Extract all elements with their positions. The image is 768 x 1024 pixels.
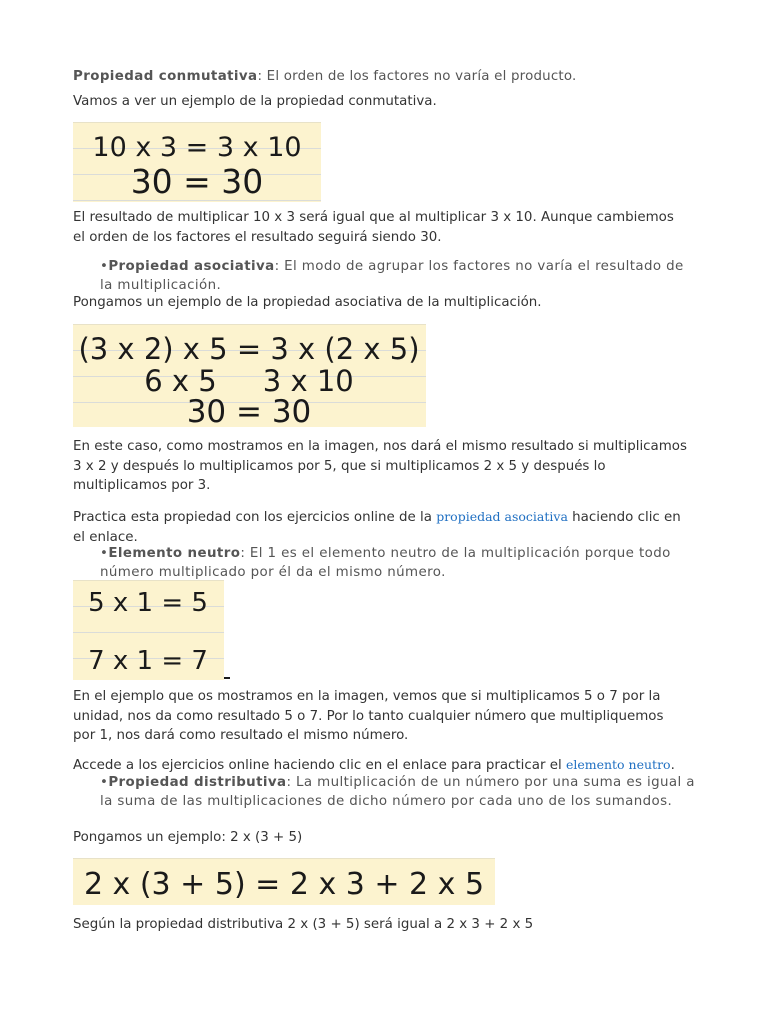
associative-example-svg: [73, 325, 426, 427]
neutral-bullet-item: [100, 545, 700, 582]
associative-term: Propiedad asociativa: [108, 259, 275, 274]
neutral-image-line-2: 7 x 1 = 7: [88, 646, 208, 676]
distributive-definition: : La multiplicación de un número por una suma es igual a la suma de las multiplicaciones de dicho número por cada uno de los sumandos.: [100, 775, 695, 809]
associative-example-image: [73, 324, 426, 427]
associative-practice-link[interactable]: propiedad asociativa: [436, 509, 568, 524]
neutral-practice-after: .: [670, 758, 675, 773]
associative-practice-text: Practica esta propiedad con los ejercicios online de la: [73, 510, 437, 525]
commutative-explanation: El resultado de multiplicar 10 x 3 será igual que al multiplicar 3 x 10. Aunque cambiemos el orden de los factores el resultado seguirá siendo 30.: [73, 210, 674, 245]
distributive-example-svg: [73, 859, 495, 905]
bullet-marker: •: [100, 775, 109, 790]
neutral-practice-text: Accede a los ejercicios online haciendo clic en el enlace para practicar el: [73, 758, 566, 773]
neutral-image-line-1: 5 x 1 = 5: [88, 588, 208, 618]
bullet-marker: •: [100, 546, 109, 561]
distributive-intro: Pongamos un ejemplo: 2 x (3 + 5): [73, 830, 303, 845]
associative-bullet-item: [100, 258, 700, 295]
neutral-example-svg: [73, 581, 224, 680]
commutative-example-image: [73, 122, 321, 202]
neutral-term: Elemento neutro: [108, 546, 241, 561]
neutral-definition: : El 1 es el elemento neutro de la multiplicación porque todo número multiplicado por él da el mismo número.: [100, 546, 671, 580]
associative-definition: : El modo de agrupar los factores no varía el resultado de la multiplicación.: [100, 259, 684, 293]
associative-practice: [73, 507, 688, 547]
commutative-image-line-1: 10 x 3 = 3 x 10: [92, 132, 302, 163]
distributive-example-image: [73, 858, 495, 905]
commutative-term: Propiedad conmutativa: [73, 69, 258, 84]
commutative-definition: : El orden de los factores no varía el producto.: [257, 69, 577, 84]
neutral-practice-link[interactable]: elemento neutro: [565, 757, 671, 772]
associative-image-line-2: 6 x 5 3 x 10: [144, 364, 354, 398]
commutative-example-svg: [73, 123, 321, 202]
associative-image-line-1: (3 x 2) x 5 = 3 x (2 x 5): [78, 332, 420, 366]
image-caption-mark: [224, 677, 230, 679]
commutative-image-line-2: 30 = 30: [130, 162, 264, 201]
commutative-intro: Vamos a ver un ejemplo de la propiedad conmutativa.: [73, 94, 437, 109]
neutral-explanation: En el ejemplo que os mostramos en la imagen, vemos que si multiplicamos 5 o 7 por la unidad, nos da como resultado 5 o 7. Por lo tanto cualquier número que multipliquemos por 1, nos dará como resultado el mismo número.: [73, 689, 664, 743]
commutative-heading: [73, 67, 688, 87]
distributive-image-line-1: 2 x (3 + 5) = 2 x 3 + 2 x 5: [83, 867, 485, 902]
associative-intro: Pongamos un ejemplo de la propiedad asociativa de la multiplicación.: [73, 295, 542, 310]
associative-image-line-3: 30 = 30: [186, 394, 312, 427]
bullet-marker: •: [100, 259, 109, 274]
neutral-example-image: [73, 580, 224, 680]
neutral-practice: [73, 755, 688, 776]
distributive-bullet-item: [100, 774, 700, 811]
associative-practice-after: haciendo clic en el enlace.: [73, 510, 681, 545]
distributive-term: Propiedad distributiva: [108, 775, 287, 790]
associative-explanation: En este caso, como mostramos en la imagen, nos dará el mismo resultado si multiplicamos 3 x 2 y después lo multiplicamos por 5, que si multiplicamos 2 x 5 y después lo multiplicamos por 3.: [73, 439, 687, 493]
distributive-explanation: Según la propiedad distributiva 2 x (3 + 5) será igual a 2 x 3 + 2 x 5: [73, 917, 534, 932]
